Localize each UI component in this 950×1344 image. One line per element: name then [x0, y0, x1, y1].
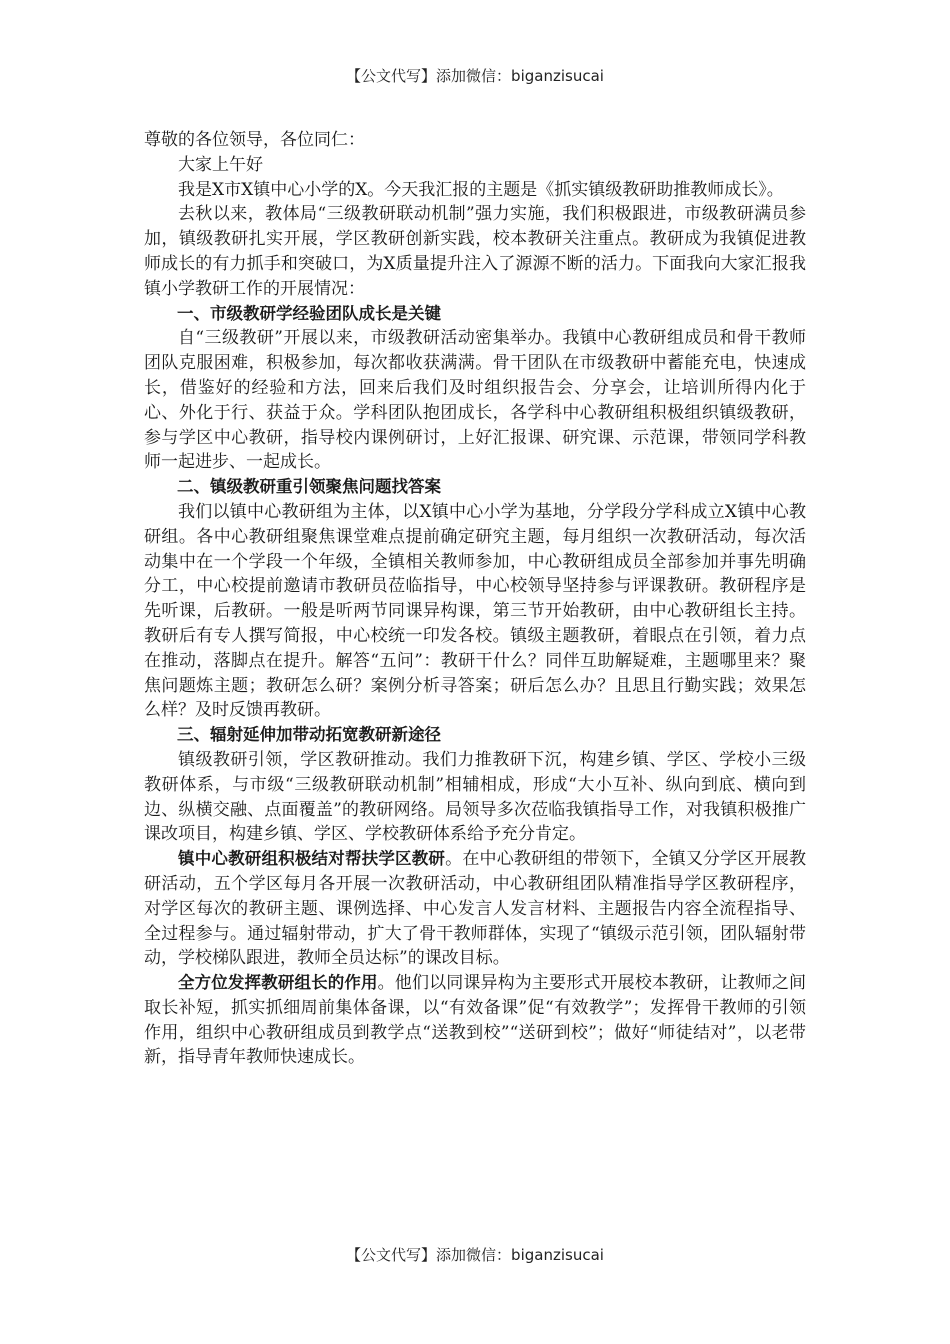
paragraph-1: 去秋以来，教体局“三级教研联动机制”强力实施，我们积极跟进，市级教研满员参加，镇级教研扎实开展，学区教研创新实践，校本教研关注重点。教研成为我镇促进教师成长的有力抓手和突破口，为X质量提升注入了源源不断的活力。下面我向大家汇报我镇小学教研工作的开展情况： [144, 204, 806, 299]
paragraph-6 [144, 971, 806, 1070]
paragraph-5-text: 。在中心教研组的带领下，全镇又分学区开展教研活动，五个学区每月各开展一次教研活动，中心教研组团队精准指导学区教研程序，对学区每次的教研主题、课例选择、中心发言人发言材料、主题报告内容全流程指导、全过程参与。通过辐射带动，扩大了骨干教师群体，实现了“镇级示范引领，团队辐射带动，学校梯队跟进，教师全员达标”的课改目标。 [144, 849, 807, 969]
salutation: 尊敬的各位领导，各位同仁： [144, 130, 365, 150]
section-heading-2: 二、镇级教研重引领聚焦问题找答案 [177, 477, 441, 497]
intro-paragraph: 我是X市X镇中心小学的X。今天我汇报的主题是《抓实镇级教研助推教师成长》。 [178, 179, 784, 200]
paragraph-3: 我们以镇中心教研组为主体，以X镇中心小学为基地，分学段分学科成立X镇中心教研组。各中心教研组聚焦课堂难点提前确定研究主题，每月组织一次教研活动，每次活动集中在一个学段一个年级，全镇相关教师参加，中心教研组成员全部参加并事先明确分工，中心校提前邀请市教研员莅临指导，中心校领导坚持参与评课教研。教研程序是先听课，后教研。一般是听两节同课异构课，第三节开始教研，由中心教研组长主持。教研后有专人撰写简报，中心校统一印发各校。镇级主题教研，着眼点在引领，着力点在推动，落脚点在提升。解答“五问”：教研干什么？同伴互助解疑难，主题哪里来？聚焦问题炼主题；教研怎么研？案例分析寻答案；研后怎么办？且思且行勤实践；效果怎么样？及时反馈再教研。 [144, 501, 806, 721]
paragraph-4: 镇级教研引领，学区教研推动。我们力推教研下沉，构建乡镇、学区、学校小三级教研体系，与市级“三级教研联动机制”相辅相成，形成“大小互补、纵向到底、横向到边、纵横交融、点面覆盖”的教研网络。局领导多次莅临我镇指导工作，对我镇积极推广课改项目，构建乡镇、学区、学校教研体系给予充分肯定。 [144, 749, 806, 845]
page-header: 【公文代写】添加微信：biganzisucai [346, 67, 604, 85]
paragraph-6-lead: 全方位发挥教研组长的作用 [178, 973, 378, 993]
page-footer: 【公文代写】添加微信：biganzisucai [346, 1246, 604, 1264]
section-heading-1: 一、市级教研学经验团队成长是关键 [177, 303, 441, 323]
paragraph-5 [144, 847, 806, 971]
section-heading-3: 三、辐射延伸加带动拓宽教研新途径 [177, 725, 441, 745]
paragraph-6-text: 。他们以同课异构为主要形式开展校本教研，让教师之间取长补短，抓实抓细周前集体备课，以“有效备课”促“有效教学”；发挥骨干教师的引领作用，组织中心教研组成员到教学点“送教到校”“送研到校”；做好“师徒结对”，以老带新，指导青年教师快速成长。 [144, 973, 807, 1068]
document-body [144, 128, 806, 1070]
paragraph-2: 自“三级教研”开展以来，市级教研活动密集举办。我镇中心教研组成员和骨干教师团队克服困难，积极参加，每次都收获满满。骨干团队在市级教研中蓄能充电，快速成长，借鉴好的经验和方法，回来后我们及时组织报告会、分享会，让培训所得内化于心、外化于行、获益于众。学科团队抱团成长，各学科中心教研组积极组织镇级教研，参与学区中心教研，指导校内课例研讨，上好汇报课、研究课、示范课，带领同学科教师一起进步、一起成长。 [144, 328, 806, 473]
greeting: 大家上午好 [178, 154, 263, 175]
paragraph-5-lead: 镇中心教研组积极结对帮扶学区教研 [178, 849, 446, 869]
